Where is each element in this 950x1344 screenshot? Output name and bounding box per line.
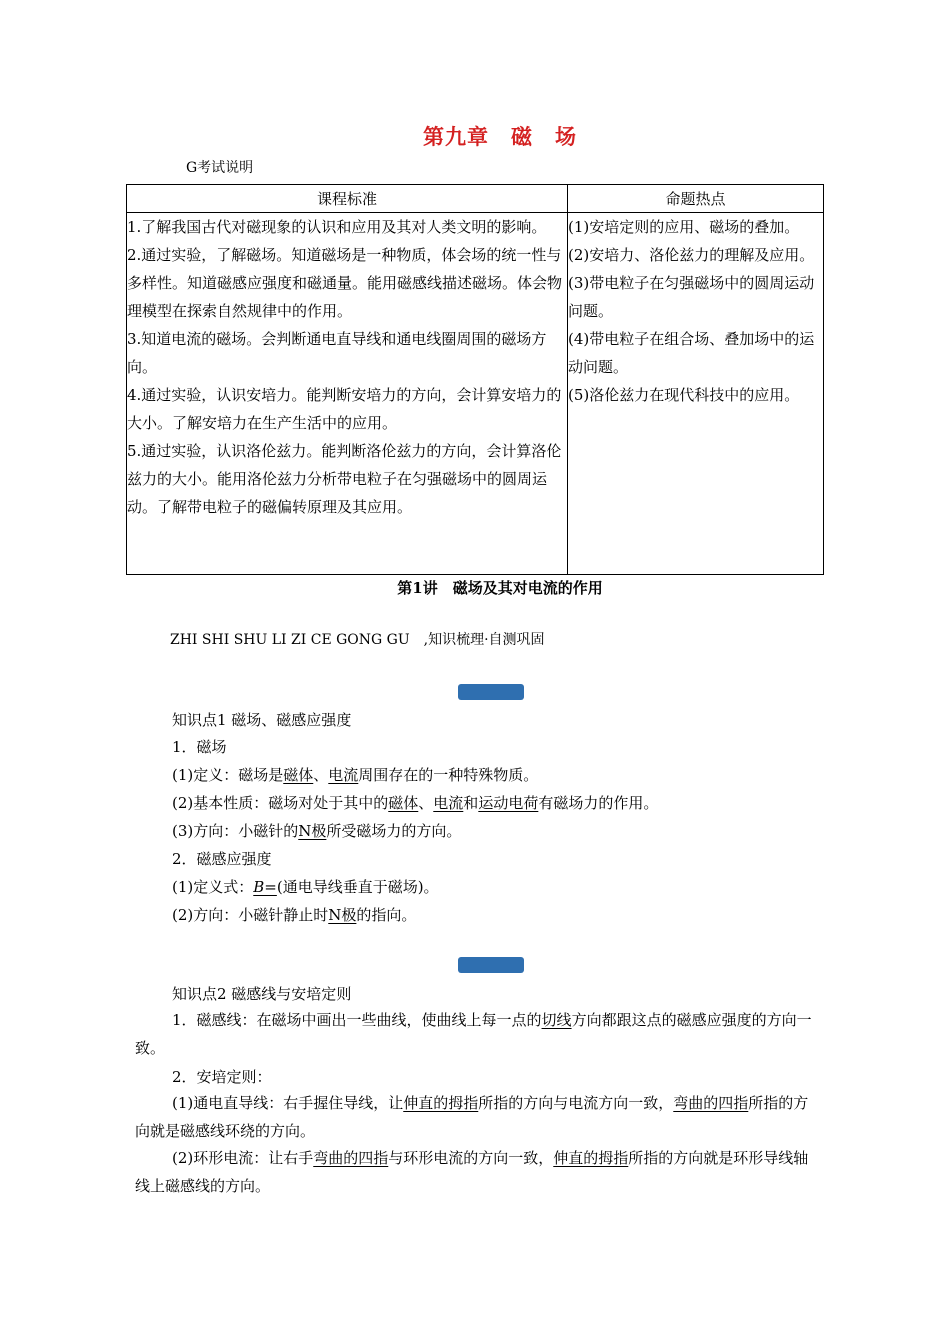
kp1-property: (2)基本性质：磁场对处于其中的磁体、电流和运动电荷有磁场力的作用。 [172,794,659,812]
hotspot-item: (5)洛伦兹力在现代科技中的应用。 [568,386,800,404]
hotspot-item: (2)安培力、洛伦兹力的理解及应用。 [568,246,815,264]
kp1-heading-magnetic-field: 1．磁场 [172,738,227,756]
kp2-heading-ampere-rule: 2．安培定则： [172,1068,272,1086]
kp1-heading-induction: 2．磁感应强度 [172,850,272,868]
standard-item: 1.了解我国古代对磁现象的认识和应用及其对人类文明的影响。 [127,218,547,236]
section-marker [458,684,524,700]
kp2-title: 知识点2 磁感线与安培定则 [172,985,352,1003]
kp1-formula: (1)定义式：B=(通电导线垂直于磁场)。 [172,878,439,896]
kp1-induction-direction: (2)方向：小磁针静止时N极的指向。 [172,906,417,924]
chapter-title: 第九章 磁 场 [423,125,577,149]
standard-item: 4.通过实验，认识安培力。能判断安培力的方向，会计算安培力的大小。了解安培力在生产生活中的应用。 [127,386,562,432]
standard-item: 5.通过实验，认识洛伦兹力。能判断洛伦兹力的方向，会计算洛伦兹力的大小。能用洛伦兹力分析带电粒子在匀强磁场中的圆周运动。了解带电粒子的磁偏转原理及其应用。 [127,442,562,516]
hotspot-item: (3)带电粒子在匀强磁场中的圆周运动问题。 [568,274,815,320]
kp1-direction: (3)方向：小磁针的N极所受磁场力的方向。 [172,822,462,840]
kp2-straight-wire: (1)通电直导线：右手握住导线，让伸直的拇指所指的方向与电流方向一致，弯曲的四指所指的方向就是磁感线环绕的方向。 [135,1094,809,1140]
hotspots-cell [568,213,824,575]
kp1-title: 知识点1 磁场、磁感应强度 [172,711,352,729]
standard-item: 3.知道电流的磁场。会判断通电直导线和通电线圈周围的磁场方向。 [127,330,547,376]
kp1-definition: (1)定义：磁场是磁体、电流周围存在的一种特殊物质。 [172,766,539,784]
header-standards: 课程标准 [127,185,568,213]
hotspot-item: (1)安培定则的应用、磁场的叠加。 [568,218,800,236]
kp2-loop-current: (2)环形电流：让右手弯曲的四指与环形电流的方向一致，伸直的拇指所指的方向就是环形导线轴线上磁感线的方向。 [135,1149,809,1195]
exam-requirements-table [126,184,824,575]
exam-description-label: G考试说明 [186,160,254,176]
standard-item: 2.通过实验，了解磁场。知道磁场是一种物质，体会场的统一性与多样性。知道磁感应强度和磁通量。能用磁感线描述磁场。体会物理模型在探索自然规律中的作用。 [127,246,563,320]
hotspot-item: (4)带电粒子在组合场、叠加场中的运动问题。 [568,330,815,376]
section-heading-pinyin: ZHI SHI SHU LI ZI CE GONG GU ,知识梳理·自测巩固 [170,632,545,648]
kp2-field-lines: 1．磁感线：在磁场中画出一些曲线，使曲线上每一点的切线方向都跟这点的磁感应强度的方向一致。 [135,1011,812,1057]
header-hotspots: 命题热点 [568,185,824,213]
lesson-title: 第1讲 磁场及其对电流的作用 [397,579,603,597]
section-marker [458,957,524,973]
standards-cell [127,213,568,575]
